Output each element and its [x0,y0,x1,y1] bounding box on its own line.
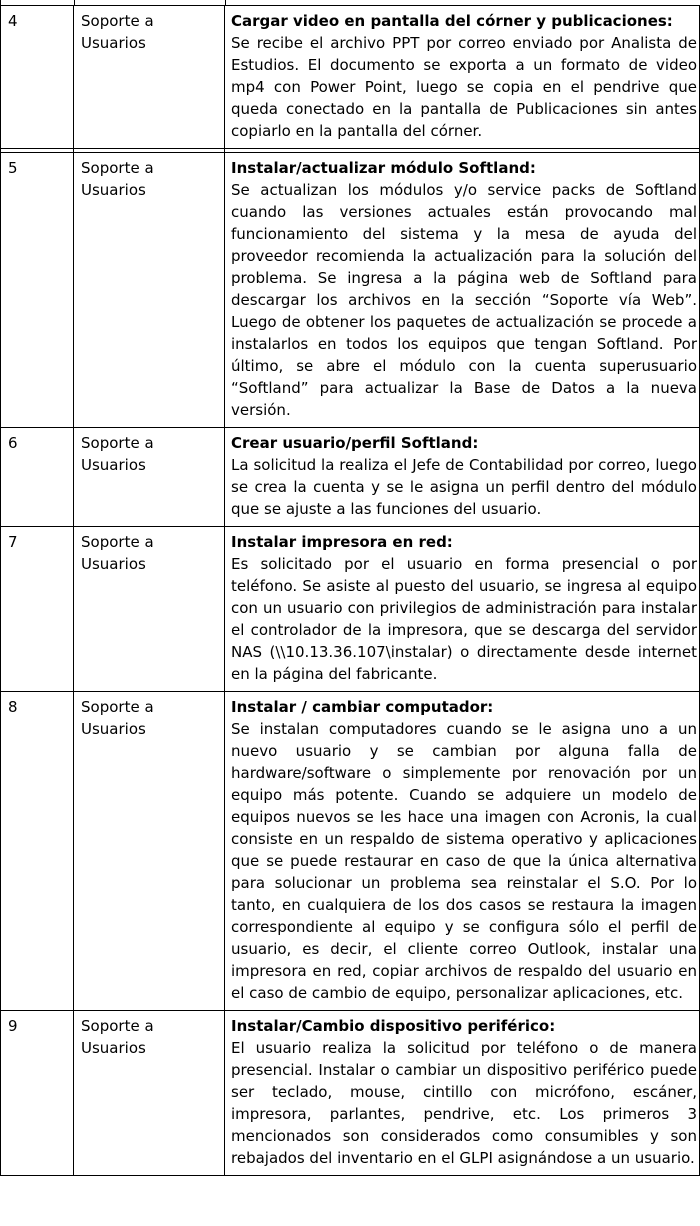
table-row [1,6,700,149]
row-description: La solicitud la realiza el Jefe de Contabilidad por correo, luego se crea la cuenta y se le asigna un perfil dentro del módulo que se ajuste a las funciones del usuario. [231,456,697,518]
row-number: 9 [8,1017,18,1035]
row-category: Soporte a Usuarios [81,12,154,52]
table-row [1,527,700,692]
row-number: 8 [8,698,18,716]
row-category: Soporte a Usuarios [81,698,154,738]
table-row [1,692,700,1011]
row-title: Instalar / cambiar computador: [231,698,494,716]
row-title: Instalar/Cambio dispositivo periférico: [231,1017,556,1035]
row-description: Se instalan computadores cuando se le asigna uno a un nuevo usuario y se cambian por alguna falla de hardware/software o simplemente por renovación por un equipo más potente. Cuando se adquiere un modelo de equipos nuevos se les hace una imagen con Acronis, la cual consiste en un respaldo de sistema operativo y aplicaciones que se puede restaurar en caso de que la única alternativa para solucionar un problema sea reinstalar el S.O. Por lo tanto, en cualquiera de los dos casos se restaura la imagen correspondiente al equipo y se configura sólo el perfil de usuario, es decir, el cliente correo Outlook, instalar una impresora en red, copiar archivos de respaldo del usuario en el caso de cambio de equipo, personalizar aplicaciones, etc. [231,720,697,1002]
row-description: Se recibe el archivo PPT por correo enviado por Analista de Estudios. El documento se exporta a un formato de video mp4 con Power Point, luego se copia en el pendrive que queda conectado en la pantalla de Publicaciones sin antes copiarlo en la pantalla del córner. [231,34,697,140]
row-title: Instalar impresora en red: [231,533,453,551]
row-number: 5 [8,159,18,177]
row-description: Se actualizan los módulos y/o service packs de Softland cuando las versiones actuales están provocando mal funcionamiento del sistema y la mesa de ayuda del proveedor recomienda la actualización para la solución del problema. Se ingresa a la página web de Softland para descargar los archivos en la sección “Soporte vía Web”. Luego de obtener los paquetes de actualización se procede a instalarlos en todos los equipos que tengan Softland. Por último, se abre el módulo con la cuenta superusuario “Softland” para actualizar la Base de Datos a la nueva versión. [231,181,697,419]
row-category: Soporte a Usuarios [81,1017,154,1057]
row-category: Soporte a Usuarios [81,434,154,474]
table-row [1,1011,700,1176]
row-number: 4 [8,12,18,30]
row-number: 7 [8,533,18,551]
row-title: Instalar/actualizar módulo Softland: [231,159,536,177]
row-title: Crear usuario/perfil Softland: [231,434,479,452]
row-description: Es solicitado por el usuario en forma presencial o por teléfono. Se asiste al puesto del usuario, se ingresa al equipo con un usuario con privilegios de administración para instalar el controlador de la impresora, que se descarga del servidor NAS (\\10.13.36.107\instalar) o directamente desde internet en la página del fabricante. [231,555,697,683]
row-title: Cargar video en pantalla del córner y publicaciones: [231,12,673,30]
row-category: Soporte a Usuarios [81,159,154,199]
table-row [1,153,700,428]
previous-row-tail [0,0,700,5]
activities-table [0,5,700,1176]
row-description: El usuario realiza la solicitud por teléfono o de manera presencial. Instalar o cambiar un dispositivo periférico puede ser teclado, mouse, cintillo con micrófono, escáner, impresora, parlantes, pendrive, etc. Los primeros 3 mencionados son considerados como consumibles y son rebajados del inventario en el GLPI asignándose a un usuario. [231,1039,697,1167]
row-number: 6 [8,434,18,452]
table-row [1,428,700,527]
row-category: Soporte a Usuarios [81,533,154,573]
